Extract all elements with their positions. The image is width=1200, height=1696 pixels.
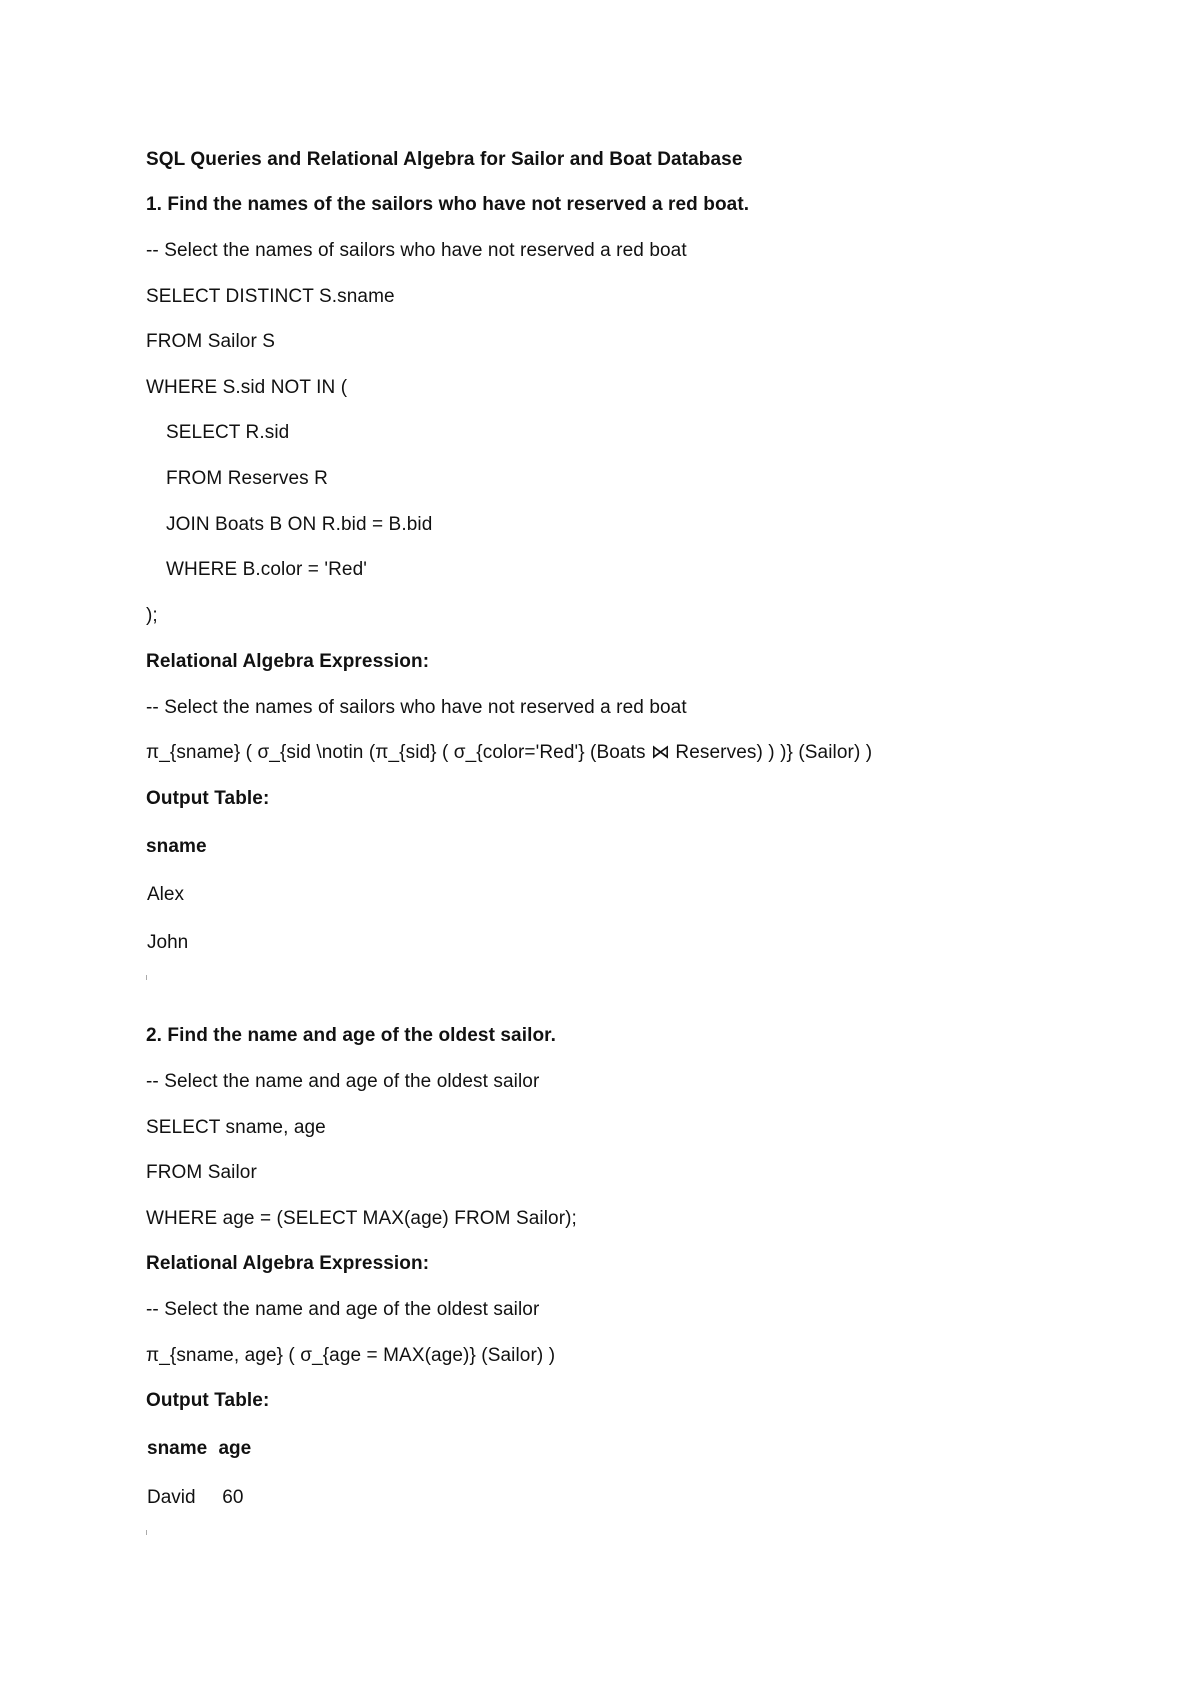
- q2-sql-line: FROM Sailor: [146, 1162, 257, 1183]
- table-row: [147, 1486, 243, 1510]
- document-title: SQL Queries and Relational Algebra for Sailor and Boat Database: [146, 149, 743, 170]
- q1-sql-line: SELECT R.sid: [166, 422, 290, 443]
- table-header-cell: sname: [147, 1438, 208, 1459]
- q1-sql-line: SELECT DISTINCT S.sname: [146, 286, 395, 307]
- q2-sql-line: SELECT sname, age: [146, 1117, 326, 1138]
- q2-ra-heading: Relational Algebra Expression:: [146, 1253, 430, 1274]
- table-row: [147, 931, 188, 955]
- q1-sql-line: WHERE S.sid NOT IN (: [146, 377, 348, 398]
- table-cell: 60: [222, 1487, 244, 1508]
- q1-table-header: sname: [146, 836, 207, 857]
- paragraph-mark: [146, 975, 147, 980]
- table-row: [147, 883, 184, 907]
- q1-output-heading: Output Table:: [146, 788, 270, 809]
- q1-sql-line: WHERE B.color = 'Red': [166, 559, 367, 580]
- q2-comment: -- Select the name and age of the oldest sailor: [146, 1071, 540, 1092]
- q1-heading: 1. Find the names of the sailors who have not reserved a red boat.: [146, 194, 750, 215]
- table-cell: Alex: [147, 884, 184, 905]
- q2-table-header: [147, 1437, 251, 1461]
- q1-comment: -- Select the names of sailors who have not reserved a red boat: [146, 240, 687, 261]
- paragraph-mark: [146, 1530, 147, 1535]
- table-header-cell: age: [218, 1438, 252, 1459]
- table-cell: David: [147, 1487, 196, 1508]
- q1-ra-comment: -- Select the names of sailors who have not reserved a red boat: [146, 697, 687, 718]
- q2-ra-expression: π_{sname, age} ( σ_{age = MAX(age)} (Sailor) ): [146, 1345, 556, 1366]
- q1-ra-expression: π_{sname} ( σ_{sid \notin (π_{sid} ( σ_{color='Red'} (Boats ⋈ Reserves) ) )} (Sailor) ): [146, 742, 873, 763]
- q1-ra-heading: Relational Algebra Expression:: [146, 651, 430, 672]
- q1-sql-line: FROM Sailor S: [146, 331, 276, 352]
- q1-sql-line: JOIN Boats B ON R.bid = B.bid: [166, 514, 433, 535]
- q1-sql-line: );: [146, 605, 158, 626]
- q2-heading: 2. Find the name and age of the oldest sailor.: [146, 1025, 557, 1046]
- q1-sql-line: FROM Reserves R: [166, 468, 328, 489]
- q2-output-heading: Output Table:: [146, 1390, 270, 1411]
- table-cell: John: [147, 932, 189, 953]
- q2-ra-comment: -- Select the name and age of the oldest sailor: [146, 1299, 540, 1320]
- q2-sql-line: WHERE age = (SELECT MAX(age) FROM Sailor);: [146, 1208, 577, 1229]
